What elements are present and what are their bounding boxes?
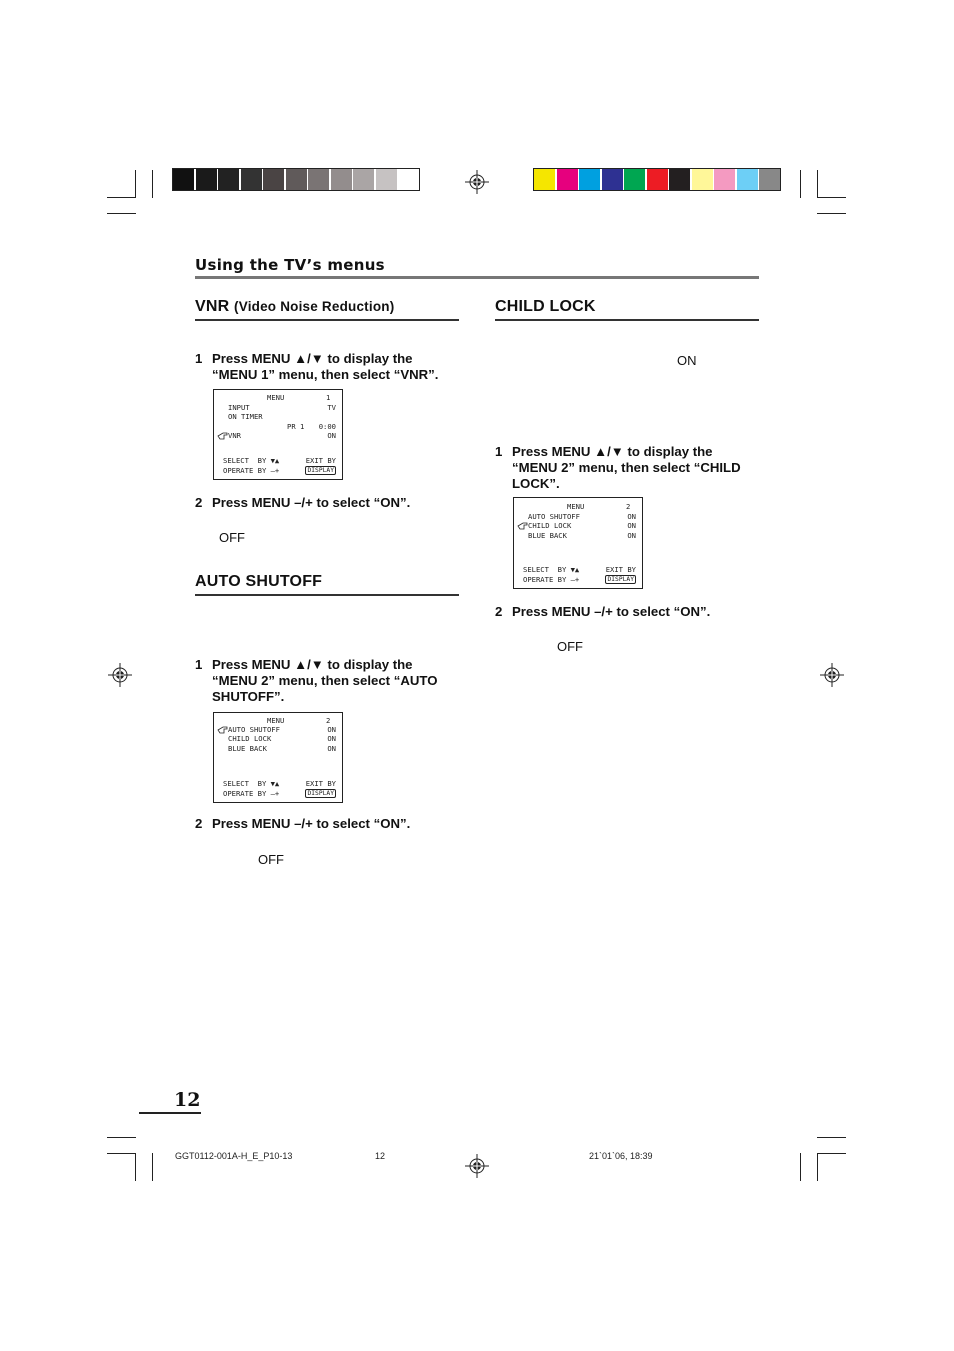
osd-row-label: AUTO SHUTOFF (528, 512, 580, 521)
calibration-swatch (218, 169, 239, 190)
osd-row-label: PR 1 (287, 422, 305, 431)
osd-row-value: 0:00 (318, 422, 336, 431)
osd-row-value: ON (627, 521, 636, 530)
calibration-swatch (602, 169, 623, 190)
crop-mark (817, 213, 846, 214)
step-number: 2 (195, 495, 203, 510)
osd-row-value: TV (327, 403, 336, 412)
vnr-step-2 (195, 495, 465, 511)
registration-mark-icon (820, 663, 844, 687)
osd-row-value: ON (327, 744, 336, 753)
osd-menu-title: MENU (567, 502, 585, 511)
vnr-title: VNR (195, 298, 230, 315)
step-text (212, 351, 438, 383)
osd-display-key: DISPLAY (307, 790, 334, 797)
calibration-swatch (759, 169, 780, 190)
child-lock-off-value: OFF (557, 639, 583, 654)
step-text-line: SHUTOFF”. (212, 689, 285, 704)
calibration-swatch (376, 169, 397, 190)
vnr-off-value: OFF (219, 530, 245, 545)
vnr-menu-screen (213, 389, 343, 480)
vnr-section-title (195, 298, 394, 316)
crop-mark (107, 1153, 136, 1154)
vnr-title-rule (195, 319, 459, 321)
osd-page-number: 1 (326, 393, 331, 402)
step-text-line: “MENU 2” menu, then select “CHILD (512, 460, 741, 475)
auto-shutoff-step-2 (195, 816, 465, 832)
osd-row-label: CHILD LOCK (528, 521, 572, 530)
crop-mark (135, 1153, 136, 1181)
step-text-line: Press MENU ▲/▼ to display the (212, 351, 413, 366)
step-text (512, 444, 741, 492)
osd-exit-hint: EXIT BY (305, 456, 336, 465)
footer-filename: GGT0112-001A-H_E_P10-13 (175, 1151, 293, 1161)
osd-row-label: INPUT (228, 403, 250, 412)
calibration-swatch (692, 169, 713, 190)
auto-shutoff-step-1 (195, 657, 465, 707)
child-lock-menu-screen (513, 497, 643, 589)
auto-shutoff-title: AUTO SHUTOFF (195, 573, 323, 590)
crop-mark (800, 170, 801, 198)
calibration-swatch (669, 169, 690, 190)
osd-page-number: 2 (326, 716, 331, 725)
auto-shutoff-menu-screen (213, 712, 343, 803)
pointing-hand-icon (217, 432, 228, 440)
osd-display-key: DISPLAY (307, 467, 334, 474)
osd-row-label: AUTO SHUTOFF (228, 725, 280, 734)
step-number: 2 (495, 604, 503, 619)
osd-operate-hint: OPERATE BY —+ (523, 575, 580, 584)
vnr-subtitle: (Video Noise Reduction) (234, 299, 395, 314)
osd-exit-hint: EXIT BY (605, 565, 636, 574)
child-lock-title-rule (495, 319, 759, 321)
osd-row-label: ON TIMER (228, 412, 263, 421)
crop-mark (817, 1153, 818, 1181)
step-number: 1 (495, 444, 503, 459)
calibration-swatch (286, 169, 307, 190)
osd-operate-hint: OPERATE BY —+ (223, 466, 280, 475)
osd-row-value: ON (627, 512, 636, 521)
osd-row-label: BLUE BACK (528, 531, 567, 540)
pointing-hand-icon (217, 726, 228, 734)
step-text-line: “MENU 1” menu, then select “VNR”. (212, 367, 439, 382)
step-text-line: “MENU 2” menu, then select “AUTO (212, 673, 438, 688)
osd-row-label: CHILD LOCK (228, 734, 272, 743)
osd-exit-hint: EXIT BY (305, 779, 336, 788)
calibration-swatch (241, 169, 262, 190)
step-text: Press MENU –/+ to select “ON”. (512, 604, 711, 619)
crop-mark (152, 1153, 153, 1181)
child-lock-title: CHILD LOCK (495, 298, 596, 315)
vnr-step-1 (195, 351, 465, 385)
auto-shutoff-off-value: OFF (258, 852, 284, 867)
step-text (212, 657, 437, 705)
header-rule (195, 276, 759, 279)
osd-operate-hint: OPERATE BY —+ (223, 789, 280, 798)
registration-mark-icon (465, 170, 489, 194)
calibration-swatch (624, 169, 645, 190)
osd-display-key: DISPLAY (607, 576, 634, 583)
calibration-swatch (534, 169, 555, 190)
calibration-swatch (579, 169, 600, 190)
calibration-swatch (331, 169, 352, 190)
crop-mark (152, 170, 153, 198)
calibration-swatch (308, 169, 329, 190)
osd-row-label: BLUE BACK (228, 744, 267, 753)
crop-mark (107, 197, 136, 198)
crop-mark (817, 197, 846, 198)
child-lock-step-2 (495, 604, 765, 620)
osd-row-label: VNR (228, 431, 241, 440)
calibration-swatch (353, 169, 374, 190)
step-number: 1 (195, 351, 203, 366)
calibration-swatch (714, 169, 735, 190)
step-text-line: Press MENU ▲/▼ to display the (512, 444, 713, 459)
calibration-swatch (196, 169, 217, 190)
calibration-swatch (737, 169, 758, 190)
step-text: Press MENU –/+ to select “ON”. (212, 495, 411, 510)
step-text-line: Press MENU ▲/▼ to display the (212, 657, 413, 672)
crop-mark (817, 170, 818, 198)
step-text: Press MENU –/+ to select “ON”. (212, 816, 411, 831)
crop-mark (800, 1153, 801, 1181)
crop-mark (817, 1137, 846, 1138)
calibration-swatch (173, 169, 194, 190)
step-text-line: LOCK”. (512, 476, 560, 491)
registration-mark-icon (465, 1154, 489, 1178)
child-lock-step-1 (495, 444, 765, 494)
crop-mark (135, 170, 136, 198)
osd-select-hint: SELECT BY ▼▲ (523, 565, 580, 574)
pointing-hand-icon (517, 522, 528, 530)
osd-row-value: ON (327, 734, 336, 743)
osd-row-value: ON (327, 431, 336, 440)
page-number: 12 (174, 1089, 201, 1111)
crop-mark (107, 1137, 136, 1138)
page-header-title: Using the TV’s menus (195, 256, 385, 274)
osd-menu-title: MENU (267, 716, 285, 725)
registration-mark-icon (108, 663, 132, 687)
osd-row-value: ON (627, 531, 636, 540)
osd-row-value: ON (327, 725, 336, 734)
crop-mark (817, 1153, 846, 1154)
crop-mark (107, 213, 136, 214)
calibration-swatch (398, 169, 419, 190)
step-number: 2 (195, 816, 203, 831)
osd-page-number: 2 (626, 502, 631, 511)
footer-timestamp: 21`01`06, 18:39 (589, 1151, 653, 1161)
osd-select-hint: SELECT BY ▼▲ (223, 779, 280, 788)
auto-shutoff-title-rule (195, 594, 459, 596)
calibration-swatch (647, 169, 668, 190)
page-number-rule (139, 1112, 201, 1114)
child-lock-on-value: ON (677, 353, 697, 368)
calibration-swatch (557, 169, 578, 190)
osd-menu-title: MENU (267, 393, 285, 402)
footer-page: 12 (375, 1151, 386, 1161)
calibration-swatch (263, 169, 284, 190)
osd-select-hint: SELECT BY ▼▲ (223, 456, 280, 465)
step-number: 1 (195, 657, 203, 672)
